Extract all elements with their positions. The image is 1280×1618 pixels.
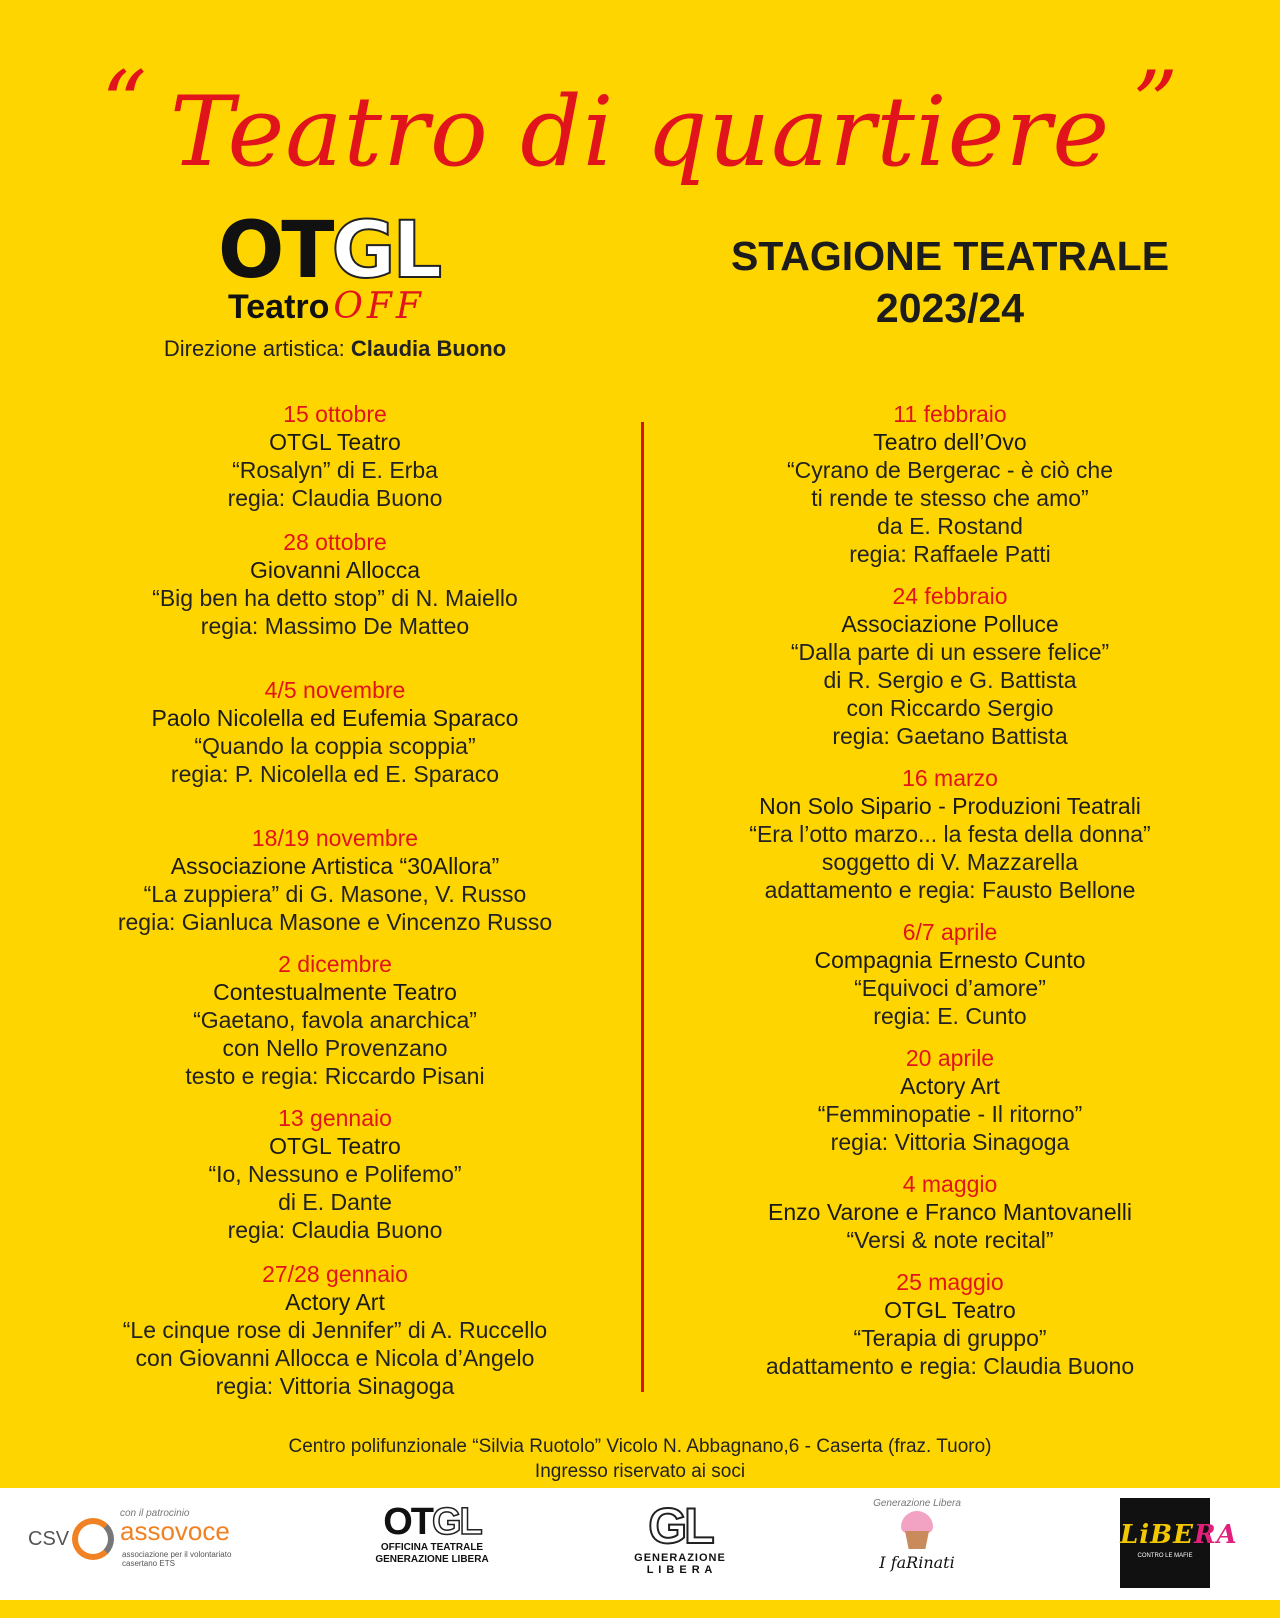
libera-sub: CONTRO LE MAFIE: [1137, 1553, 1193, 1559]
event-date: 27/28 gennaio: [262, 1261, 408, 1287]
event-company: Enzo Varone e Franco Mantovanelli: [768, 1199, 1132, 1225]
event-block: [680, 1044, 1220, 1156]
event-credit: soggetto di V. Mazzarella: [821, 849, 1079, 875]
event-credit: di E. Dante: [278, 1189, 392, 1215]
event-date: 16 marzo: [902, 765, 998, 791]
event-title: “Era l’otto marzo... la festa della donna”: [749, 821, 1151, 847]
event-title-line: [60, 880, 610, 908]
event-credit: regia: Gaetano Battista: [832, 723, 1068, 749]
event-company: OTGL Teatro: [884, 1297, 1016, 1323]
event-date: 11 febbraio: [893, 401, 1007, 427]
event-block: [60, 824, 610, 936]
column-divider: [641, 422, 644, 1392]
event-title: “Equivoci d’amore”: [854, 975, 1046, 1001]
event-credit: da E. Rostand: [877, 513, 1023, 539]
farinati-arc-text: Generazione Libera: [873, 1498, 961, 1509]
otgl-sp-gl: GL: [432, 1501, 481, 1543]
otgl-sp-sub1: OFFICINA TEATRALE: [380, 1542, 484, 1553]
event-credit: regia: E. Cunto: [873, 1003, 1027, 1029]
events-left-column: [60, 400, 610, 1400]
event-title: “Rosalyn”: [232, 457, 331, 483]
event-title-line: [680, 1100, 1220, 1128]
event-block: [60, 1260, 610, 1400]
access-note: Ingresso riservato ai soci: [534, 1461, 746, 1482]
event-credit: con Riccardo Sergio: [846, 695, 1054, 721]
event-title-line: [60, 1316, 610, 1344]
event-company: OTGL Teatro: [269, 1133, 401, 1159]
otgl-sp-ot: OT: [383, 1501, 432, 1543]
events-right-column: [680, 400, 1220, 1380]
event-title: “Big ben ha detto stop”: [152, 585, 385, 611]
event-author: di E. Erba: [330, 457, 438, 483]
event-credit: ti rende te stesso che amo”: [811, 485, 1089, 511]
event-date: 15 ottobre: [283, 401, 387, 427]
logo-teatro: Teatro: [228, 288, 330, 326]
event-block: [680, 400, 1220, 568]
event-title-line: [680, 820, 1220, 848]
open-quote: “: [100, 52, 148, 157]
event-block: [60, 676, 610, 788]
event-date: 4/5 novembre: [264, 677, 406, 703]
season-line2: 2023/24: [875, 285, 1025, 331]
sponsor-bar: [0, 1488, 1280, 1600]
event-author: di A. Ruccello: [401, 1317, 548, 1343]
event-date: 13 gennaio: [278, 1105, 392, 1131]
event-company: Associazione Polluce: [841, 611, 1059, 637]
libera-logo: [1120, 1498, 1238, 1588]
patrocinio-text: con il patrocinio: [120, 1508, 190, 1519]
logo-teatro-off: [228, 286, 425, 327]
generazione-libera-logo: [630, 1500, 730, 1612]
farinati-name: I faRinati: [879, 1553, 955, 1572]
event-title: “Quando la coppia scoppia”: [194, 733, 476, 759]
event-title: “Io, Nessuno e Polifemo”: [208, 1161, 462, 1187]
event-block: [60, 528, 610, 640]
event-title: “Cyrano de Bergerac - è ciò che: [787, 457, 1113, 483]
artistic-direction: [0, 336, 670, 362]
event-block: [680, 764, 1220, 904]
event-title: “Versi & note recital”: [846, 1227, 1054, 1253]
event-title-line: [60, 1160, 610, 1188]
event-title-line: [680, 1226, 1220, 1254]
event-company: OTGL Teatro: [269, 429, 401, 455]
event-title: “Femminopatie - Il ritorno”: [817, 1101, 1083, 1127]
otgl-sponsor-logo: [362, 1502, 502, 1614]
logo-off: OFF: [333, 286, 425, 327]
event-title-line: [680, 1324, 1220, 1352]
logo-ot: OT: [218, 206, 332, 296]
otgl-sp-sub2: GENERAZIONE LIBERA: [375, 1554, 489, 1565]
poster-title: [0, 52, 1280, 188]
event-title-line: [680, 638, 1220, 666]
event-date: 20 aprile: [905, 1045, 995, 1071]
season-line1: STAGIONE TEATRALE: [730, 233, 1170, 279]
title-text: Teatro di quartiere: [169, 76, 1111, 188]
gl-sub2: L I B E R A: [646, 1564, 714, 1576]
event-title-line: [60, 584, 610, 612]
event-date: 6/7 aprile: [902, 919, 998, 945]
event-credit: adattamento e regia: Claudia Buono: [765, 1353, 1135, 1379]
event-credit: regia: Vittoria Sinagoga: [215, 1373, 455, 1399]
libera-a: LiBE: [1120, 1520, 1194, 1550]
event-credit: regia: Gianluca Masone e Vincenzo Russo: [117, 909, 553, 935]
event-date: 2 dicembre: [278, 951, 392, 977]
libera-b: RA: [1193, 1520, 1238, 1550]
event-credit: adattamento e regia: Fausto Bellone: [764, 877, 1136, 903]
event-credit: regia: Vittoria Sinagoga: [830, 1129, 1070, 1155]
event-credit: con Giovanni Allocca e Nicola d’Angelo: [135, 1345, 535, 1371]
logo-gl: GL: [331, 206, 440, 296]
event-author: di G. Masone, V. Russo: [279, 881, 527, 907]
event-title: “Dalla parte di un essere felice”: [790, 639, 1110, 665]
event-title-line: [680, 974, 1220, 1002]
assovoce-desc: associazione per il volontariato casertano ETS: [122, 1550, 232, 1568]
cupcake-icon: [899, 1511, 935, 1551]
event-company: Actory Art: [900, 1073, 1000, 1099]
event-company: Teatro dell’Ovo: [873, 429, 1027, 455]
event-company: Non Solo Sipario - Produzioni Teatrali: [759, 793, 1141, 819]
otgl-logo: [218, 206, 458, 332]
farinati-logo: [862, 1498, 972, 1610]
event-credit: regia: Claudia Buono: [227, 1217, 443, 1243]
csv-text: CSV: [28, 1528, 70, 1550]
venue-address: Centro polifunzionale “Silvia Ruotolo” Vicolo N. Abbagnano,6 - Caserta (fraz. Tuoro): [288, 1436, 992, 1457]
event-block: [60, 1104, 610, 1244]
season-title: [690, 230, 1210, 334]
event-date: 28 ottobre: [283, 529, 387, 555]
footer-info: [0, 1434, 1280, 1484]
event-date: 24 febbraio: [892, 583, 1008, 609]
gl-mark: GL: [648, 1498, 712, 1554]
event-block: [680, 1268, 1220, 1380]
event-title-line: [60, 732, 610, 760]
event-author: di N. Maiello: [384, 585, 518, 611]
event-credit: testo e regia: Riccardo Pisani: [185, 1063, 485, 1089]
event-company: Giovanni Allocca: [249, 557, 421, 583]
event-company: Associazione Artistica “30Allora”: [170, 853, 500, 879]
assovoce-text: assovoce: [120, 1516, 230, 1546]
event-block: [60, 950, 610, 1090]
event-title: “Terapia di gruppo”: [853, 1325, 1047, 1351]
event-credit: regia: P. Nicolella ed E. Sparaco: [170, 761, 500, 787]
event-block: [680, 918, 1220, 1030]
event-credit: di R. Sergio e G. Battista: [823, 667, 1077, 693]
event-title: “La zuppiera”: [143, 881, 280, 907]
event-block: [680, 1170, 1220, 1254]
event-title: “Gaetano, favola anarchica”: [193, 1007, 477, 1033]
event-block: [680, 582, 1220, 750]
event-title: “Le cinque rose di Jennifer”: [122, 1317, 402, 1343]
event-credit: regia: Raffaele Patti: [849, 541, 1051, 567]
event-company: Paolo Nicolella ed Eufemia Sparaco: [151, 705, 519, 731]
gl-sub1: GENERAZIONE: [634, 1552, 726, 1564]
event-title-line: [680, 456, 1220, 484]
csv-circle-icon: [72, 1518, 114, 1560]
event-company: Actory Art: [285, 1289, 385, 1315]
direction-name: Claudia Buono: [350, 336, 507, 361]
direction-label: Direzione artistica:: [163, 336, 345, 361]
event-credit: regia: Claudia Buono: [227, 485, 443, 511]
event-date: 18/19 novembre: [251, 825, 419, 851]
event-block: [60, 400, 610, 512]
event-company: Contestualmente Teatro: [213, 979, 457, 1005]
close-quote: ”: [1132, 52, 1180, 157]
event-credit: regia: Massimo De Matteo: [200, 613, 470, 639]
event-title-line: [60, 456, 610, 484]
event-date: 25 maggio: [896, 1269, 1004, 1295]
event-credit: con Nello Provenzano: [222, 1035, 448, 1061]
event-title-line: [60, 1006, 610, 1034]
event-date: 4 maggio: [902, 1171, 998, 1197]
event-company: Compagnia Ernesto Cunto: [814, 947, 1086, 973]
assovoce-logo: [28, 1506, 248, 1618]
